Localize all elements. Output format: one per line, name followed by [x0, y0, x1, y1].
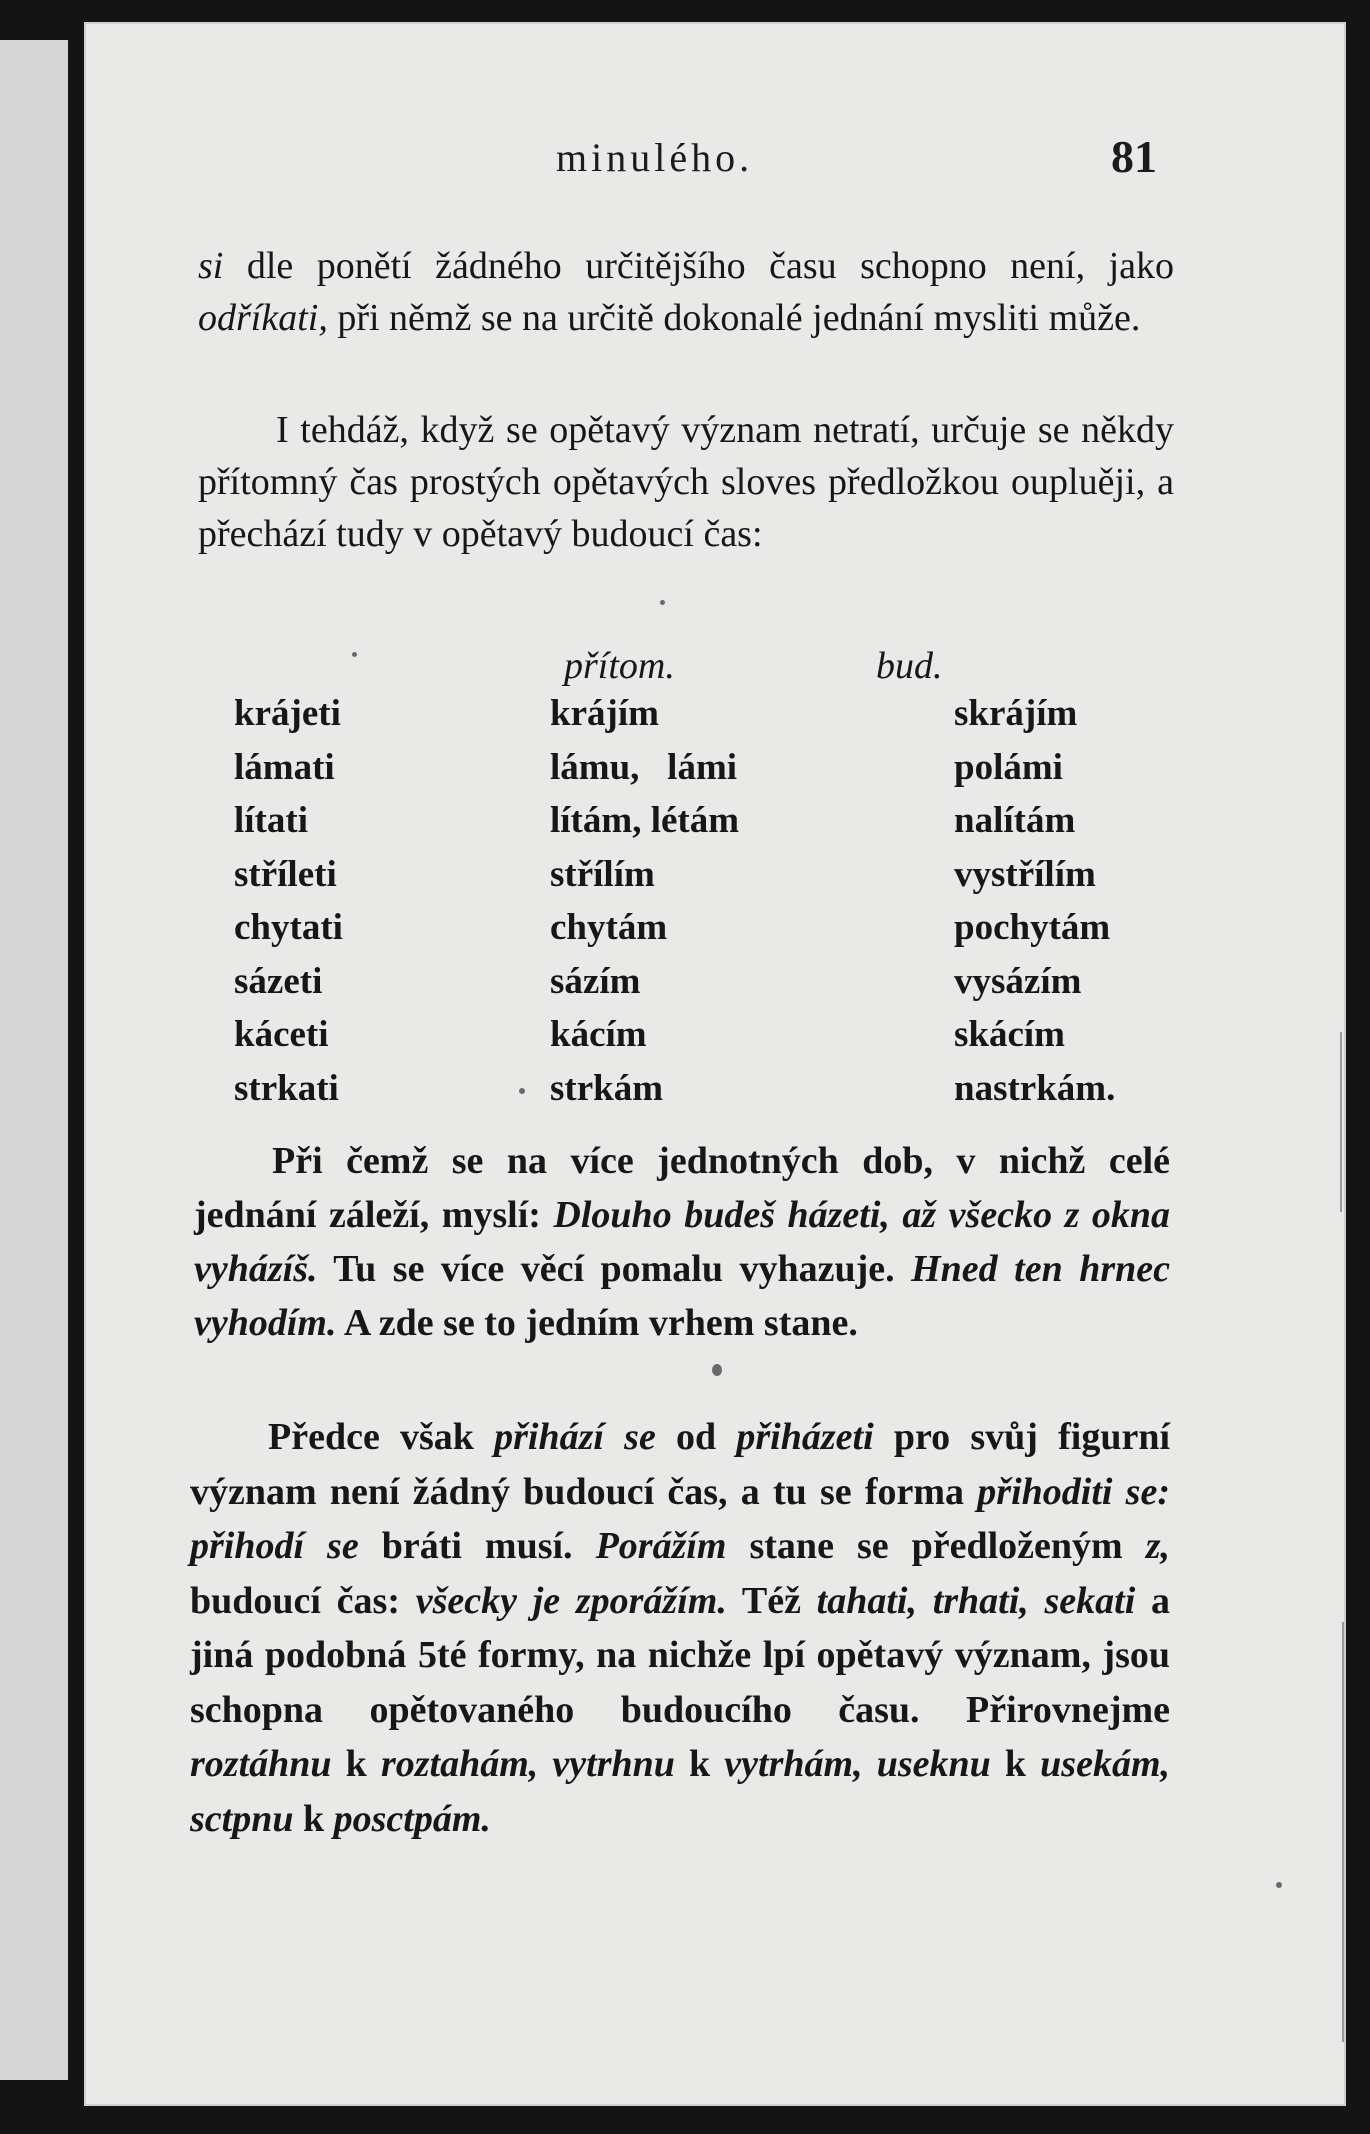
- future-cell: polámi: [954, 746, 1063, 788]
- present-cell: lámu, lámi: [550, 746, 738, 788]
- paragraph-3: [194, 1134, 1170, 1350]
- text-segment: k: [990, 1743, 1041, 1785]
- text-segment: Tu se více věcí pomalu vyhazuje.: [317, 1248, 912, 1290]
- italic-text-segment: posctpám.: [333, 1797, 491, 1840]
- infinitive-cell: stříleti: [234, 853, 337, 895]
- text-segment: a jiná podobná 5té formy, na nichže lpí opětavý význam, jsou schopna opětovaného budoucího času. Přirovnejme: [190, 1579, 1171, 1731]
- text-segment: Též: [726, 1579, 817, 1622]
- infinitive-cell: chytati: [234, 907, 343, 948]
- paragraph-2: [198, 404, 1174, 560]
- table-row: [234, 746, 1194, 800]
- table-row: [234, 906, 1194, 960]
- page-edge-mark: [1342, 1622, 1344, 2042]
- adjacent-page-edge: [0, 40, 68, 2080]
- table-row: [234, 799, 1194, 853]
- text-segment: k: [331, 1743, 381, 1785]
- future-cell: vystřílím: [954, 853, 1096, 895]
- present-cell: střílím: [550, 853, 655, 895]
- italic-text-segment: roztahám, vytrhnu: [380, 1743, 675, 1785]
- italic-text-segment: si: [198, 245, 224, 287]
- present-cell: strkám: [550, 1067, 664, 1109]
- scan-speck: [1276, 1882, 1282, 1888]
- text-segment: k: [674, 1743, 725, 1785]
- column-header-present: přítom.: [564, 645, 675, 687]
- text-segment: Předce však: [268, 1416, 495, 1458]
- table-row: [234, 853, 1194, 907]
- table-row: [234, 692, 1194, 746]
- text-segment: pro svůj figurní význam není žádný budoucí čas, a tu se forma: [190, 1416, 1171, 1513]
- text-segment: od: [655, 1416, 737, 1458]
- infinitive-cell: káceti: [234, 1014, 329, 1055]
- italic-text-segment: z,: [1145, 1525, 1170, 1567]
- scan-speck: [352, 652, 357, 657]
- text-segment: I tehdáž, když se opětavý význam netratí, určuje se někdy přítomný čas prostých opětavých sloves předložkou oupluěji, a přechází tudy v opětavý budoucí čas:: [198, 409, 1174, 555]
- text-segment: při němž se na určitě dokonalé jednání mysliti může.: [327, 297, 1141, 339]
- italic-text-segment: přiházeti: [736, 1416, 874, 1458]
- future-cell: nastrkám.: [954, 1067, 1116, 1109]
- text-segment: budoucí čas:: [190, 1579, 416, 1622]
- italic-text-segment: přihází se: [494, 1416, 656, 1458]
- text-segment: dle ponětí žádného určitějšího času schopno není, jako: [223, 245, 1174, 287]
- present-cell: chytám: [550, 907, 668, 948]
- running-head-title: minulého.: [556, 135, 754, 180]
- future-cell: pochytám: [954, 907, 1111, 948]
- italic-text-segment: Hned ten hrnec vyhodím.: [194, 1248, 1170, 1344]
- book-page: [84, 22, 1346, 2106]
- future-cell: nalítám: [954, 800, 1076, 841]
- italic-text-segment: vytrhám, useknu: [724, 1743, 991, 1785]
- table-row: [234, 1067, 1194, 1121]
- running-head: [84, 131, 1346, 194]
- italic-text-segment: roztáhnu: [190, 1743, 332, 1785]
- present-cell: krájím: [550, 693, 659, 734]
- infinitive-cell: lámati: [234, 746, 335, 788]
- infinitive-cell: krájeti: [234, 693, 341, 734]
- italic-text-segment: přihoditi se: přihodí se: [190, 1470, 1170, 1567]
- present-cell: lítám, létám: [550, 800, 740, 841]
- future-cell: skácím: [954, 1014, 1065, 1055]
- page-number: 81: [1111, 131, 1157, 182]
- italic-text-segment: Dlouho budeš házeti, až všecko z okna vyházíš.: [194, 1194, 1170, 1290]
- infinitive-cell: sázeti: [234, 960, 323, 1002]
- paragraph-4: [190, 1410, 1170, 1846]
- italic-text-segment: odříkati,: [198, 297, 328, 339]
- italic-text-segment: všecky je zporážím.: [415, 1579, 727, 1622]
- text-segment: Při čemž se na více jednotných dob, v nichž celé jednání záleží, myslí:: [194, 1140, 1170, 1236]
- table-row: [234, 1013, 1194, 1067]
- text-segment: bráti musí.: [358, 1525, 596, 1567]
- present-cell: kácím: [550, 1014, 647, 1055]
- text-segment: k: [293, 1797, 334, 1840]
- scan-speck: [660, 600, 665, 605]
- column-header-future: bud.: [876, 645, 943, 687]
- paragraph-1: [198, 240, 1174, 344]
- text-segment: A zde se to jedním vrhem stane.: [336, 1302, 858, 1344]
- future-cell: vysázím: [954, 960, 1082, 1002]
- present-cell: sázím: [550, 960, 641, 1002]
- italic-text-segment: tahati, trhati, sekati: [816, 1579, 1136, 1622]
- infinitive-cell: lítati: [234, 800, 308, 841]
- infinitive-cell: strkati: [234, 1067, 339, 1109]
- scan-speck: [712, 1364, 722, 1376]
- page-edge-mark: [1340, 1032, 1342, 1212]
- table-row: [234, 960, 1194, 1014]
- text-segment: stane se předloženým: [726, 1525, 1146, 1567]
- future-cell: skrájím: [954, 693, 1078, 734]
- conjugation-table: [234, 692, 1194, 1120]
- scan-speck: [519, 1088, 525, 1094]
- italic-text-segment: usekám, sctpnu: [190, 1743, 1171, 1840]
- italic-text-segment: Porážím: [595, 1525, 727, 1567]
